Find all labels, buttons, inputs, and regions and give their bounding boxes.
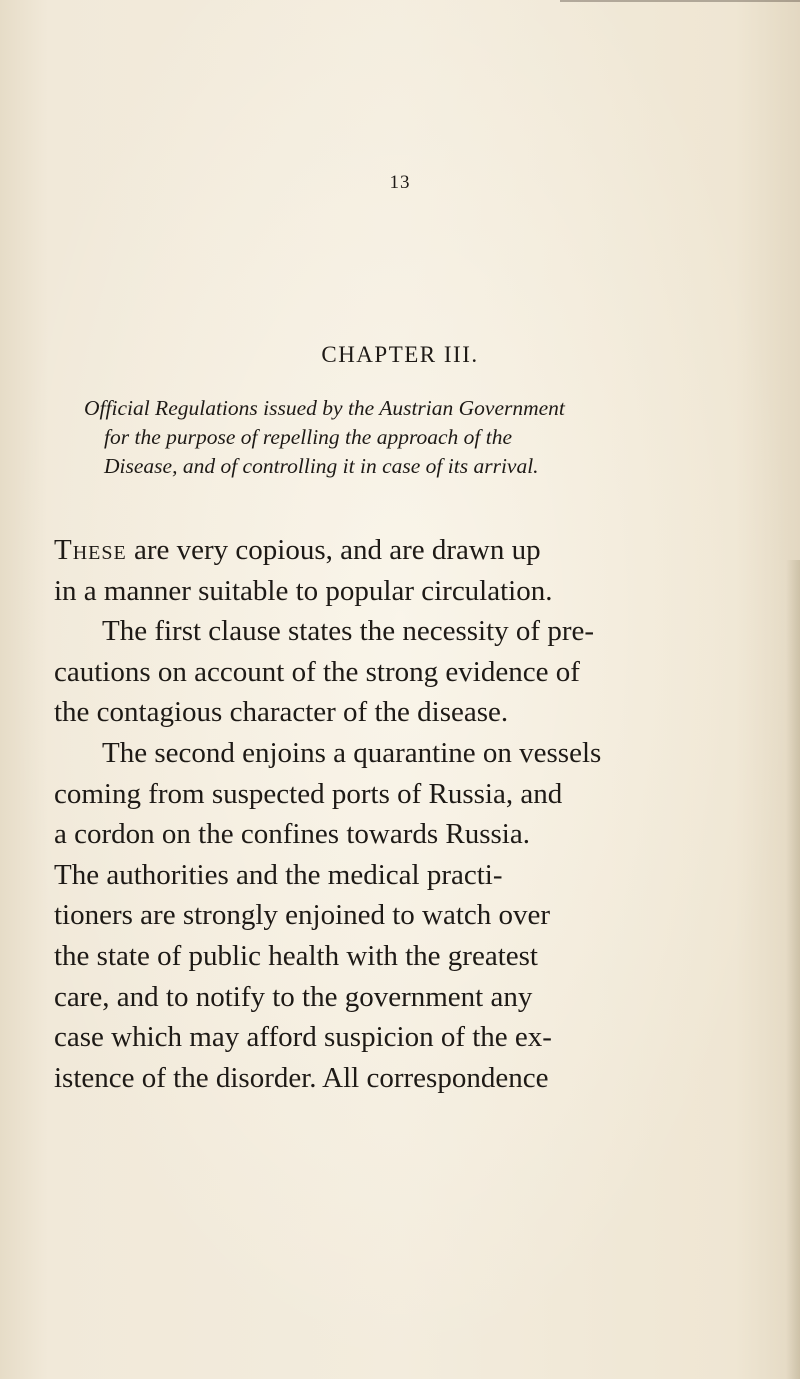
chapter-subtitle (84, 394, 744, 481)
lead-word: These (54, 534, 127, 566)
body-line-text: are very copious, and are drawn up (126, 534, 541, 566)
body-line: istence of the disorder. All correspondence (54, 1061, 549, 1094)
body-line: care, and to notify to the government any (54, 980, 533, 1013)
body-line: the contagious character of the disease. (54, 696, 509, 729)
top-edge-rule (560, 0, 800, 2)
body-line: case which may afford suspicion of the ex- (54, 1021, 552, 1054)
subtitle-line: Official Regulations issued by the Austrian Government (84, 396, 565, 420)
body-line (54, 530, 754, 571)
page-number: 13 (389, 172, 411, 193)
body-line: The second enjoins a quarantine on vessels (102, 736, 602, 769)
body-line: The authorities and the medical practi- (54, 858, 503, 891)
body-line: a cordon on the confines towards Russia. (54, 818, 530, 851)
page-edge-shadow (786, 560, 800, 1379)
body-line: tioners are strongly enjoined to watch over (54, 899, 551, 932)
body-text (54, 530, 754, 1098)
body-line: cautions on account of the strong evidence of (54, 655, 580, 688)
body-line: in a manner suitable to popular circulation. (54, 574, 553, 607)
body-line: coming from suspected ports of Russia, and (54, 777, 563, 810)
subtitle-line: Disease, and of controlling it in case of its arrival. (104, 454, 539, 478)
subtitle-line: for the purpose of repelling the approach of the (104, 425, 513, 449)
chapter-title: CHAPTER III. (321, 342, 479, 367)
body-line: the state of public health with the greatest (54, 939, 538, 972)
body-line: The first clause states the necessity of pre- (102, 615, 595, 648)
